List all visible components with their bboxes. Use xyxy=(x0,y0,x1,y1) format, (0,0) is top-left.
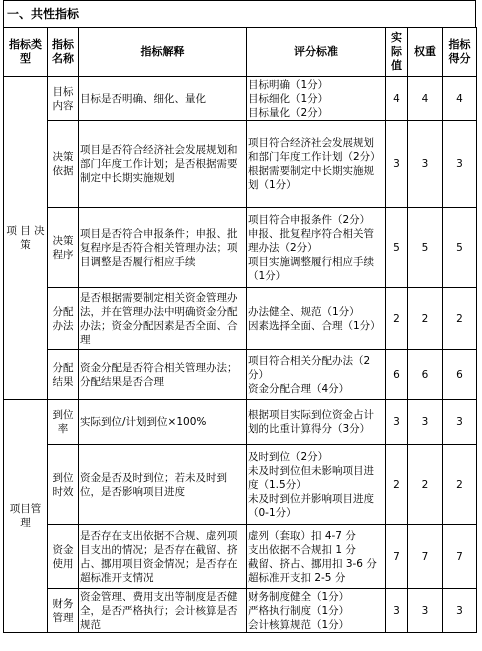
actual-value: 3 xyxy=(386,121,408,208)
header-row xyxy=(4,28,477,77)
score-value: 2 xyxy=(443,288,477,350)
weight-value: 3 xyxy=(408,121,443,208)
table-row xyxy=(4,400,477,445)
indicator-criteria: 财务制度健全（1分） 严格执行制度（1分） 会计核算规范（1分） xyxy=(247,589,386,633)
table-row xyxy=(4,350,477,400)
indicator-table xyxy=(3,27,477,633)
indicator-explanation: 目标是否明确、细化、量化 xyxy=(79,77,247,121)
score-value: 3 xyxy=(443,589,477,633)
score-value: 2 xyxy=(443,445,477,525)
indicator-name: 到位率 xyxy=(48,400,79,445)
indicator-name: 到位时效 xyxy=(48,445,79,525)
indicator-criteria: 根据项目实际到位资金占计划的比重计算得分（3分） xyxy=(247,400,386,445)
score-value: 3 xyxy=(443,121,477,208)
indicator-explanation: 资金管理、费用支出等制度是否健全，是否严格执行；会计核算是否规范 xyxy=(79,589,247,633)
actual-value: 3 xyxy=(386,589,408,633)
weight-value: 4 xyxy=(408,77,443,121)
indicator-name: 决策程序 xyxy=(48,208,79,288)
table-row xyxy=(4,121,477,208)
weight-value: 7 xyxy=(408,525,443,589)
table-row xyxy=(4,288,477,350)
header-name: 指标名称 xyxy=(48,28,79,77)
table-row xyxy=(4,525,477,589)
actual-value: 6 xyxy=(386,350,408,400)
indicator-explanation: 资金分配是否符合相关管理办法；分配结果是否合理 xyxy=(79,350,247,400)
score-value: 5 xyxy=(443,208,477,288)
score-value: 6 xyxy=(443,350,477,400)
indicator-name: 资金使用 xyxy=(48,525,79,589)
score-value: 4 xyxy=(443,77,477,121)
header-actual: 实际值 xyxy=(386,28,408,77)
actual-value: 7 xyxy=(386,525,408,589)
table-row xyxy=(4,208,477,288)
actual-value: 2 xyxy=(386,288,408,350)
score-value: 7 xyxy=(443,525,477,589)
indicator-explanation: 资金是否及时到位；若未及时到位，是否影响项目进度 xyxy=(79,445,247,525)
weight-value: 2 xyxy=(408,445,443,525)
indicator-criteria: 项目符合经济社会发展规划和部门年度工作计划（2分） 根据需要制定中长期实施规划（1分） xyxy=(247,121,386,208)
indicator-name: 财务管理 xyxy=(48,589,79,633)
category-cell: 项目管理 xyxy=(4,400,48,633)
indicator-explanation: 项目是否符合申报条件；申报、批复程序是否符合相关管理办法；项目调整是否履行相应手续 xyxy=(79,208,247,288)
weight-value: 3 xyxy=(408,400,443,445)
weight-value: 5 xyxy=(408,208,443,288)
indicator-criteria: 办法健全、规范（1分） 因素选择全面、合理（1分） xyxy=(247,288,386,350)
weight-value: 2 xyxy=(408,288,443,350)
indicator-criteria: 项目符合相关分配办法（2分） 资金分配合理（4分） xyxy=(247,350,386,400)
section-title: 一、共性指标 xyxy=(3,0,476,27)
actual-value: 3 xyxy=(386,400,408,445)
weight-value: 3 xyxy=(408,589,443,633)
actual-value: 5 xyxy=(386,208,408,288)
indicator-explanation: 项目是否符合经济社会发展规划和部门年度工作计划；是否根据需要制定中长期实施规划 xyxy=(79,121,247,208)
indicator-explanation: 是否存在支出依据不合规、虚列项目支出的情况；是否存在截留、挤占、挪用项目资金情况；是否存在超标准开支情况 xyxy=(79,525,247,589)
indicator-name: 决策依据 xyxy=(48,121,79,208)
indicator-name: 分配结果 xyxy=(48,350,79,400)
indicator-name: 目标内容 xyxy=(48,77,79,121)
indicator-explanation: 实际到位/计划到位×100% xyxy=(79,400,247,445)
header-score: 指标得分 xyxy=(443,28,477,77)
table-row xyxy=(4,77,477,121)
indicator-explanation: 是否根据需要制定相关资金管理办法，并在管理办法中明确资金分配办法；资金分配因素是否全面、合理 xyxy=(79,288,247,350)
indicator-name: 分配办法 xyxy=(48,288,79,350)
header-weight: 权重 xyxy=(408,28,443,77)
header-explanation: 指标解释 xyxy=(79,28,247,77)
indicator-criteria: 虚列（套取）扣 4-7 分 支出依据不合规扣 1 分 截留、挤占、挪用扣 3-6 分超标准开支扣 2-5 分 xyxy=(247,525,386,589)
indicator-criteria: 及时到位（2分） 未及时到位但未影响项目进度（1.5分） 未及时到位并影响项目进度（0-1分） xyxy=(247,445,386,525)
header-category: 指标类型 xyxy=(4,28,48,77)
actual-value: 2 xyxy=(386,445,408,525)
actual-value: 4 xyxy=(386,77,408,121)
indicator-criteria: 目标明确（1分） 目标细化（1分） 目标量化（2分） xyxy=(247,77,386,121)
weight-value: 6 xyxy=(408,350,443,400)
category-cell: 项 目 决 策 xyxy=(4,77,48,400)
header-criteria: 评分标准 xyxy=(247,28,386,77)
score-value: 3 xyxy=(443,400,477,445)
indicator-criteria: 项目符合申报条件（2分） 申报、批复程序符合相关管理办法（2分） 项目实施调整履行相应手续（1分） xyxy=(247,208,386,288)
table-row xyxy=(4,445,477,525)
table-row xyxy=(4,589,477,633)
